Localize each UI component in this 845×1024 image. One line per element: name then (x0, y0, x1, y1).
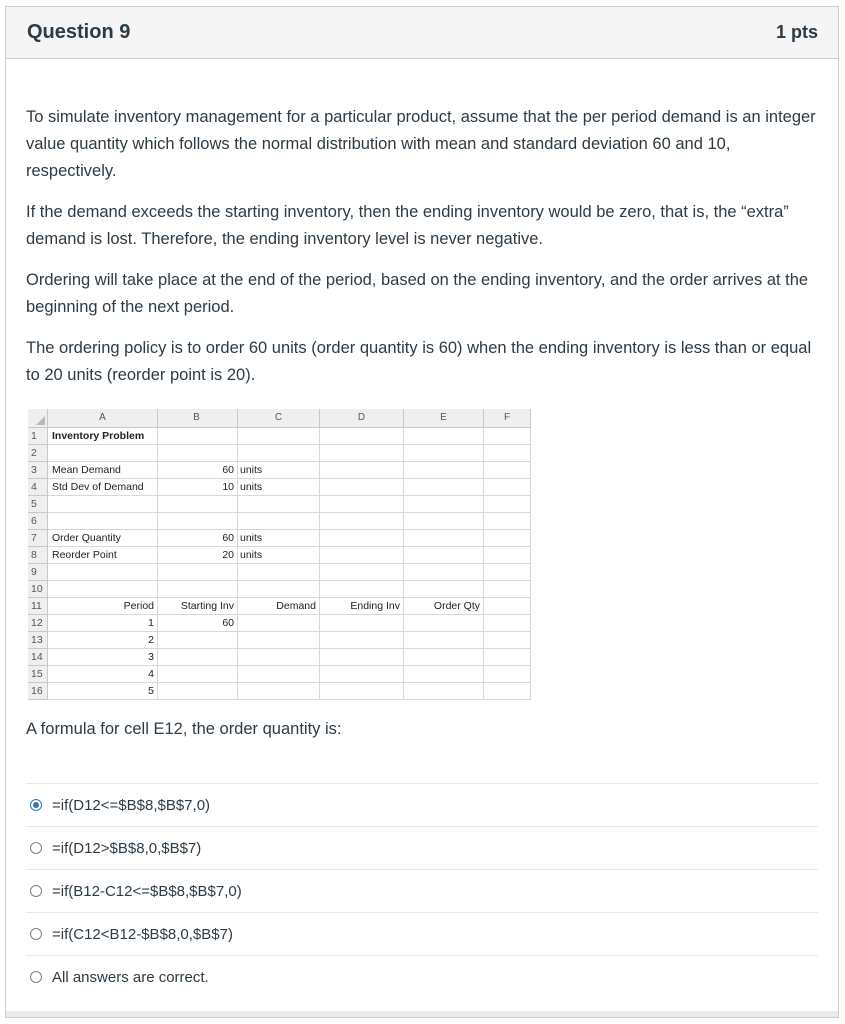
radio-button[interactable] (30, 799, 42, 811)
sheet-cell-e (404, 428, 484, 445)
sheet-cell-b: 20 (158, 547, 238, 564)
sheet-cell-d (320, 428, 404, 445)
sheet-cell-c (238, 649, 320, 666)
sheet-cell-b (158, 683, 238, 700)
sheet-cell-f (484, 666, 531, 683)
sheet-cell-b: Starting Inv (158, 598, 238, 615)
sheet-cell-f (484, 598, 531, 615)
answer-option[interactable] (26, 912, 818, 955)
question-title: Question 9 (27, 21, 131, 43)
sheet-row-number: 10 (28, 581, 48, 598)
sheet-row-number: 9 (28, 564, 48, 581)
answer-option[interactable] (26, 955, 818, 998)
sheet-cell-b (158, 632, 238, 649)
sheet-row-number: 11 (28, 598, 48, 615)
sheet-cell-f (484, 445, 531, 462)
sheet-cell-f (484, 462, 531, 479)
sheet-cell-e (404, 462, 484, 479)
sheet-cell-c (238, 428, 320, 445)
sheet-cell-f (484, 479, 531, 496)
sheet-cell-e (404, 581, 484, 598)
sheet-cell-a (48, 564, 158, 581)
sheet-cell-e (404, 530, 484, 547)
sheet-col-header: B (158, 409, 238, 428)
sheet-cell-b (158, 581, 238, 598)
sheet-col-header: F (484, 409, 531, 428)
sheet-row-number: 15 (28, 666, 48, 683)
spreadsheet-image (28, 409, 531, 700)
sheet-row (28, 666, 531, 683)
paragraph-3: Ordering will take place at the end of the period, based on the ending inventory, and the order arrives at the beginning of the next period. (26, 271, 809, 316)
sheet-row (28, 530, 531, 547)
sheet-cell-b (158, 428, 238, 445)
radio-button[interactable] (30, 842, 42, 854)
sheet-cell-e (404, 564, 484, 581)
sheet-row-number: 7 (28, 530, 48, 547)
sheet-cell-f (484, 428, 531, 445)
sheet-cell-a: Reorder Point (48, 547, 158, 564)
sheet-cell-c (238, 581, 320, 598)
sheet-cell-c (238, 683, 320, 700)
sheet-cell-d (320, 513, 404, 530)
sheet-row-number: 12 (28, 615, 48, 632)
sheet-cell-a: Period (48, 598, 158, 615)
question-points: 1 pts (775, 22, 818, 42)
sheet-cell-a (48, 445, 158, 462)
sheet-cell-c (238, 564, 320, 581)
sheet-cell-c: units (238, 479, 320, 496)
answer-list (26, 783, 818, 998)
sheet-cell-c: units (238, 530, 320, 547)
sheet-row (28, 649, 531, 666)
sheet-cell-a: Inventory Problem (48, 428, 158, 445)
sheet-cell-c (238, 615, 320, 632)
sheet-cell-a: 1 (48, 615, 158, 632)
sheet-cell-b (158, 445, 238, 462)
sheet-row-number: 8 (28, 547, 48, 564)
paragraph-1: To simulate inventory management for a particular product, assume that the per period demand is an integer value quantity which follows the normal distribution with mean and standard deviation 60 and 10, respectively. (26, 108, 816, 180)
sheet-cell-d (320, 445, 404, 462)
sheet-row-number: 1 (28, 428, 48, 445)
sheet-cell-a: Mean Demand (48, 462, 158, 479)
sheet-cell-e (404, 513, 484, 530)
sheet-cell-d (320, 615, 404, 632)
sheet-cell-f (484, 581, 531, 598)
sheet-row-number: 14 (28, 649, 48, 666)
radio-button[interactable] (30, 928, 42, 940)
sheet-row (28, 479, 531, 496)
sheet-cell-b (158, 513, 238, 530)
sheet-row-number: 3 (28, 462, 48, 479)
sheet-cell-b: 60 (158, 530, 238, 547)
sheet-cell-c: units (238, 547, 320, 564)
question-body (6, 104, 838, 998)
sheet-row (28, 547, 531, 564)
sheet-cell-c (238, 666, 320, 683)
sheet-cell-c: units (238, 462, 320, 479)
sheet-cell-c (238, 445, 320, 462)
sheet-row (28, 513, 531, 530)
sheet-row-number: 13 (28, 632, 48, 649)
sheet-row (28, 564, 531, 581)
sheet-cell-f (484, 683, 531, 700)
sheet-cell-d (320, 666, 404, 683)
sheet-row (28, 598, 531, 615)
sheet-cell-a: Std Dev of Demand (48, 479, 158, 496)
sheet-cell-b (158, 666, 238, 683)
sheet-cell-e (404, 632, 484, 649)
sheet-cell-f (484, 615, 531, 632)
sheet-column-header-row (28, 409, 531, 428)
radio-button[interactable] (30, 885, 42, 897)
answer-option[interactable] (26, 783, 818, 826)
question-card (5, 6, 839, 1018)
sheet-cell-f (484, 632, 531, 649)
sheet-cell-f (484, 547, 531, 564)
sheet-cell-d (320, 649, 404, 666)
sheet-row (28, 496, 531, 513)
sheet-cell-e (404, 547, 484, 564)
answer-option[interactable] (26, 826, 818, 869)
sheet-cell-c: Demand (238, 598, 320, 615)
answer-label: =if(D12<=$B$8,$B$7,0) (52, 796, 211, 814)
sheet-cell-a: 5 (48, 683, 158, 700)
paragraph-4: The ordering policy is to order 60 units (order quantity is 60) when the ending inventory is less than or equal to 20 units (reorder point is 20). (26, 339, 812, 384)
sheet-cell-a: 3 (48, 649, 158, 666)
sheet-col-header: E (404, 409, 484, 428)
sheet-cell-d (320, 683, 404, 700)
sheet-cell-e (404, 683, 484, 700)
sheet-cell-b (158, 649, 238, 666)
sheet-cell-d (320, 547, 404, 564)
sheet-cell-a: 4 (48, 666, 158, 683)
paragraph-2: If the demand exceeds the starting inventory, then the ending inventory would be zero, that is, the “extra” demand is lost. Therefore, the ending inventory level is never negative. (26, 203, 789, 248)
sheet-cell-e (404, 666, 484, 683)
sheet-cell-c (238, 513, 320, 530)
sheet-cell-b: 10 (158, 479, 238, 496)
sheet-col-header: A (48, 409, 158, 428)
sheet-row-number: 2 (28, 445, 48, 462)
card-bottom-bar (6, 1011, 838, 1017)
answer-label: =if(B12-C12<=$B$8,$B$7,0) (52, 882, 242, 900)
sheet-row (28, 683, 531, 700)
sheet-cell-e (404, 615, 484, 632)
sheet-cell-b: 60 (158, 462, 238, 479)
sheet-cell-e (404, 479, 484, 496)
answer-label: =if(D12>$B$8,0,$B$7) (52, 839, 202, 857)
sheet-cell-d (320, 530, 404, 547)
sheet-row (28, 632, 531, 649)
sheet-cell-d (320, 496, 404, 513)
sheet-row (28, 615, 531, 632)
sheet-cell-d (320, 479, 404, 496)
sheet-row (28, 462, 531, 479)
answer-label: =if(C12<B12-$B$8,0,$B$7) (52, 925, 233, 943)
sheet-row-number: 5 (28, 496, 48, 513)
sheet-cell-b: 60 (158, 615, 238, 632)
sheet-cell-b (158, 564, 238, 581)
sheet-row-number: 16 (28, 683, 48, 700)
sheet-row (28, 581, 531, 598)
sheet-cell-a: 2 (48, 632, 158, 649)
sheet-cell-f (484, 496, 531, 513)
sheet-cell-a (48, 513, 158, 530)
sheet-row (28, 428, 531, 445)
sheet-cell-f (484, 530, 531, 547)
sheet-cell-a (48, 581, 158, 598)
sheet-cell-d: Ending Inv (320, 598, 404, 615)
sheet-cell-d (320, 632, 404, 649)
sheet-cell-e (404, 445, 484, 462)
sheet-cell-c (238, 632, 320, 649)
sheet-cell-a (48, 496, 158, 513)
sheet-cell-e (404, 496, 484, 513)
sheet-cell-f (484, 513, 531, 530)
question-header (6, 7, 838, 59)
sheet-cell-e (404, 649, 484, 666)
sheet-cell-f (484, 564, 531, 581)
sheet-cell-b (158, 496, 238, 513)
sheet-cell-a: Order Quantity (48, 530, 158, 547)
radio-button[interactable] (30, 971, 42, 983)
sheet-row-number: 6 (28, 513, 48, 530)
sheet-body (28, 428, 531, 700)
sheet-col-header: C (238, 409, 320, 428)
sheet-cell-d (320, 581, 404, 598)
sheet-corner (28, 409, 48, 428)
answer-label: All answers are correct. (52, 968, 209, 986)
sheet-col-header: D (320, 409, 404, 428)
sheet-row (28, 445, 531, 462)
sheet-cell-c (238, 496, 320, 513)
sheet-cell-d (320, 564, 404, 581)
answer-option[interactable] (26, 869, 818, 912)
sheet-cell-d (320, 462, 404, 479)
sheet-row-number: 4 (28, 479, 48, 496)
sheet-cell-e: Order Qty (404, 598, 484, 615)
sheet-cell-f (484, 649, 531, 666)
question-prompt: A formula for cell E12, the order quantity is: (26, 720, 342, 738)
